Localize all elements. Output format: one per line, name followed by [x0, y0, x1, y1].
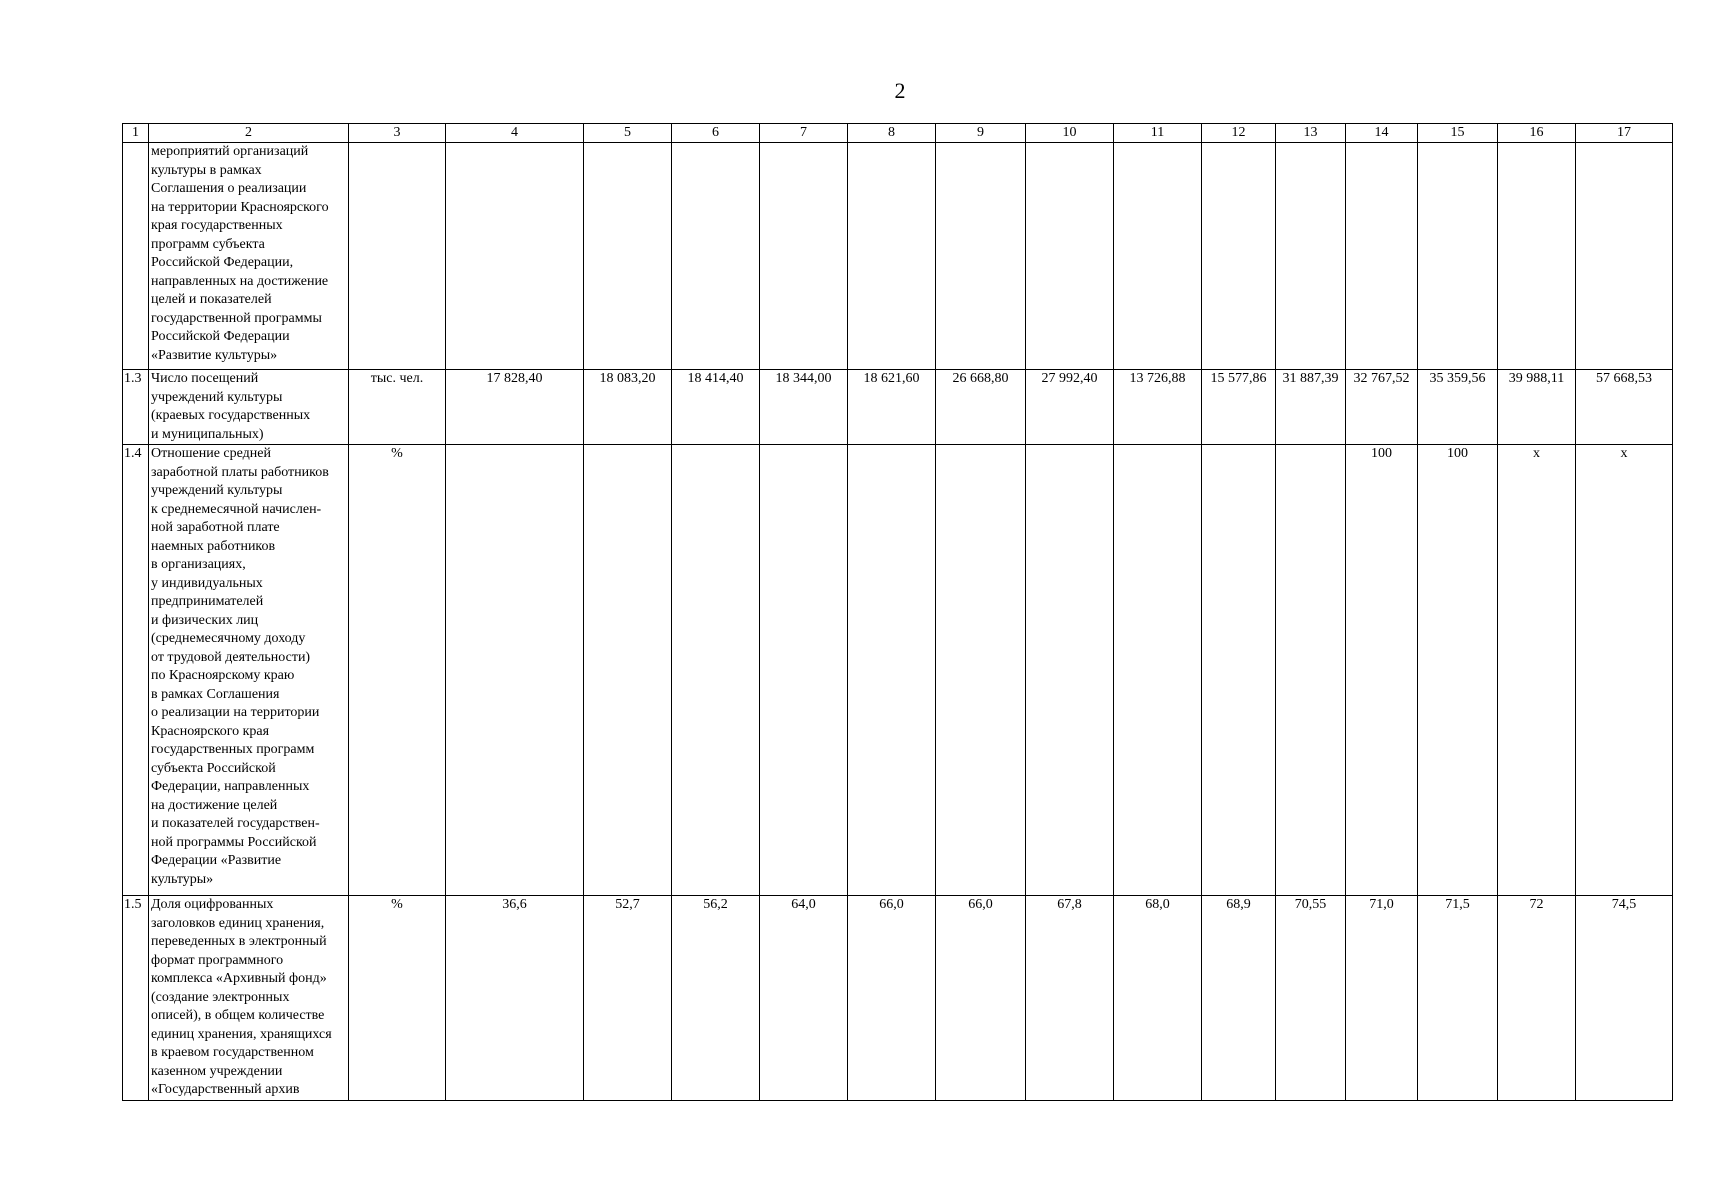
value-cell	[1276, 445, 1346, 896]
column-header-5: 5	[584, 124, 672, 143]
value-cell: 66,0	[848, 896, 936, 1101]
column-header-8: 8	[848, 124, 936, 143]
column-header-14: 14	[1346, 124, 1418, 143]
row-number-cell: 1.5	[123, 896, 149, 1101]
column-header-6: 6	[672, 124, 760, 143]
column-header-2: 2	[149, 124, 349, 143]
column-header-15: 15	[1418, 124, 1498, 143]
value-cell: 72	[1498, 896, 1576, 1101]
value-cell	[1026, 445, 1114, 896]
value-cell: 52,7	[584, 896, 672, 1101]
column-header-9: 9	[936, 124, 1026, 143]
value-cell: 70,55	[1276, 896, 1346, 1101]
value-cell	[672, 143, 760, 370]
column-header-4: 4	[446, 124, 584, 143]
value-cell: 18 344,00	[760, 370, 848, 445]
value-cell: 26 668,80	[936, 370, 1026, 445]
value-cell: 71,5	[1418, 896, 1498, 1101]
value-cell	[446, 445, 584, 896]
column-header-17: 17	[1576, 124, 1673, 143]
value-cell	[1498, 143, 1576, 370]
value-cell: 66,0	[936, 896, 1026, 1101]
table-row	[123, 445, 1673, 896]
value-cell: 64,0	[760, 896, 848, 1101]
column-header-12: 12	[1202, 124, 1276, 143]
column-header-11: 11	[1114, 124, 1202, 143]
value-cell	[760, 445, 848, 896]
value-cell	[1026, 143, 1114, 370]
value-cell	[1576, 143, 1673, 370]
indicator-description-cell: мероприятий организаций культуры в рамках Соглашения о реализации на территории Красноярского края государственных программ субъекта Российской Федерации, направленных на достижение целей и показателей государственной программы Российской Федерации «Развитие культуры»	[149, 143, 349, 370]
value-cell: 56,2	[672, 896, 760, 1101]
unit-cell: тыс. чел.	[349, 370, 446, 445]
value-cell	[848, 143, 936, 370]
indicator-description-cell: Число посещений учреждений культуры (краевых государственных и муниципальных)	[149, 370, 349, 445]
value-cell	[1202, 445, 1276, 896]
column-header-1: 1	[123, 124, 149, 143]
unit-cell	[349, 143, 446, 370]
value-cell: 39 988,11	[1498, 370, 1576, 445]
value-cell: 15 577,86	[1202, 370, 1276, 445]
value-cell: 74,5	[1576, 896, 1673, 1101]
value-cell: 32 767,52	[1346, 370, 1418, 445]
column-header-7: 7	[760, 124, 848, 143]
value-cell: 36,6	[446, 896, 584, 1101]
value-cell: 18 621,60	[848, 370, 936, 445]
indicator-description-cell: Отношение средней заработной платы работников учреждений культуры к среднемесячной начислен- ной заработной плате наемных работников в организациях, у индивидуальных предпринимателей и физических лиц (среднемесячному доходу от трудовой деятельности) по Красноярскому краю в рамках Соглашения о реализации на территории Красноярского края государственных программ субъекта Российской Федерации, направленных на достижение целей и показателей государствен- ной программы Российской Федерации «Развитие культуры»	[149, 445, 349, 896]
row-number-cell	[123, 143, 149, 370]
value-cell: 100	[1418, 445, 1498, 896]
table-header-row	[123, 124, 1673, 143]
indicator-table	[122, 123, 1673, 1101]
value-cell	[760, 143, 848, 370]
column-header-13: 13	[1276, 124, 1346, 143]
value-cell	[936, 445, 1026, 896]
page-number: 2	[894, 78, 906, 103]
column-header-16: 16	[1498, 124, 1576, 143]
value-cell: 100	[1346, 445, 1418, 896]
value-cell	[1276, 143, 1346, 370]
value-cell: х	[1576, 445, 1673, 896]
unit-cell: %	[349, 445, 446, 896]
value-cell: 27 992,40	[1026, 370, 1114, 445]
value-cell: 18 414,40	[672, 370, 760, 445]
value-cell	[1346, 143, 1418, 370]
value-cell	[848, 445, 936, 896]
value-cell: 68,9	[1202, 896, 1276, 1101]
value-cell: 31 887,39	[1276, 370, 1346, 445]
value-cell: 35 359,56	[1418, 370, 1498, 445]
value-cell	[1202, 143, 1276, 370]
value-cell: 67,8	[1026, 896, 1114, 1101]
value-cell: 17 828,40	[446, 370, 584, 445]
value-cell: 18 083,20	[584, 370, 672, 445]
indicator-table-container	[122, 123, 1672, 1101]
table-row	[123, 143, 1673, 370]
column-header-10: 10	[1026, 124, 1114, 143]
value-cell: 71,0	[1346, 896, 1418, 1101]
row-number-cell: 1.4	[123, 445, 149, 896]
row-number-cell: 1.3	[123, 370, 149, 445]
table-row	[123, 370, 1673, 445]
value-cell	[584, 445, 672, 896]
unit-cell: %	[349, 896, 446, 1101]
value-cell	[936, 143, 1026, 370]
value-cell	[584, 143, 672, 370]
value-cell	[672, 445, 760, 896]
value-cell	[446, 143, 584, 370]
value-cell: 57 668,53	[1576, 370, 1673, 445]
value-cell: х	[1498, 445, 1576, 896]
value-cell	[1418, 143, 1498, 370]
value-cell	[1114, 143, 1202, 370]
indicator-description-cell: Доля оцифрованных заголовков единиц хранения, переведенных в электронный формат программного комплекса «Архивный фонд» (создание электронных описей), в общем количестве единиц хранения, хранящихся в краевом государственном казенном учреждении «Государственный архив	[149, 896, 349, 1101]
table-row	[123, 896, 1673, 1101]
value-cell: 13 726,88	[1114, 370, 1202, 445]
value-cell	[1114, 445, 1202, 896]
value-cell: 68,0	[1114, 896, 1202, 1101]
column-header-3: 3	[349, 124, 446, 143]
